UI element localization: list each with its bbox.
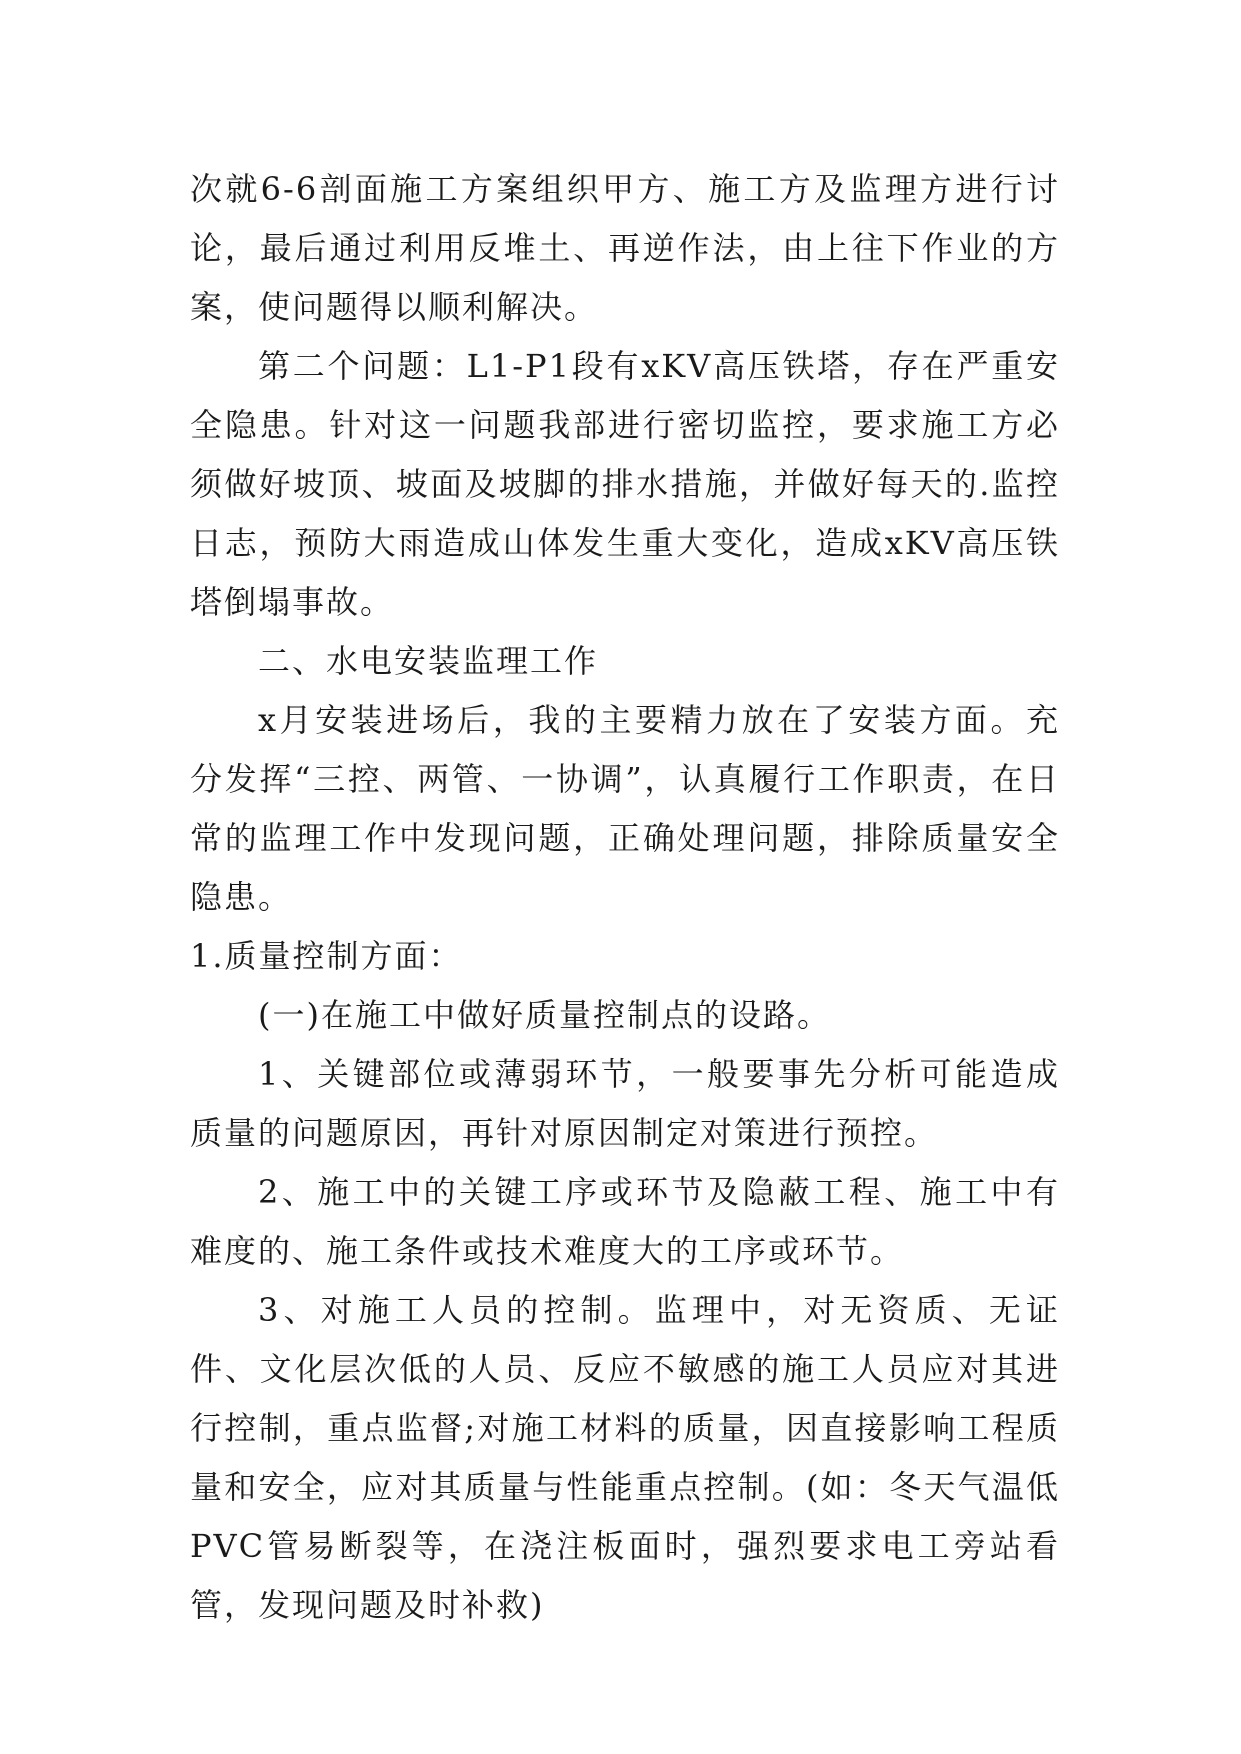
paragraph: 次就6-6剖面施工方案组织甲方、施工方及监理方进行讨论，最后通过利用反堆土、再逆作法，由上往下作业的方案，使问题得以顺利解决。 — [190, 170, 1060, 326]
subsection-heading: 1.质量控制方面： — [190, 937, 463, 975]
list-item: 2、施工中的关键工序或环节及隐蔽工程、施工中有难度的、施工条件或技术难度大的工序或环节。 — [190, 1173, 1060, 1270]
paragraph: (一)在施工中做好质量控制点的设路。 — [258, 996, 831, 1034]
section-heading: 二、水电安装监理工作 — [258, 642, 599, 680]
paragraph: x月安装进场后，我的主要精力放在了安装方面。充分发挥“三控、两管、一协调”，认真履行工作职责，在日常的监理工作中发现问题，正确处理问题，排除质量安全隐患。 — [190, 701, 1060, 916]
document-body — [190, 160, 1060, 1635]
list-item: 1、关键部位或薄弱环节，一般要事先分析可能造成质量的问题原因，再针对原因制定对策进行预控。 — [190, 1055, 1060, 1152]
list-item: 3、对施工人员的控制。监理中，对无资质、无证件、文化层次低的人员、反应不敏感的施工人员应对其进行控制，重点监督;对施工材料的质量，因直接影响工程质量和安全，应对其质量与性能重点控制。(如：冬天气温低PVC管易断裂等，在浇注板面时，强烈要求电工旁站看管，发现问题及时补救) — [190, 1291, 1060, 1624]
paragraph: 第二个问题：L1-P1段有xKV高压铁塔，存在严重安全隐患。针对这一问题我部进行密切监控，要求施工方必须做好坡顶、坡面及坡脚的排水措施，并做好每天的.监控日志，预防大雨造成山体发生重大变化，造成xKV高压铁塔倒塌事故。 — [190, 347, 1060, 621]
